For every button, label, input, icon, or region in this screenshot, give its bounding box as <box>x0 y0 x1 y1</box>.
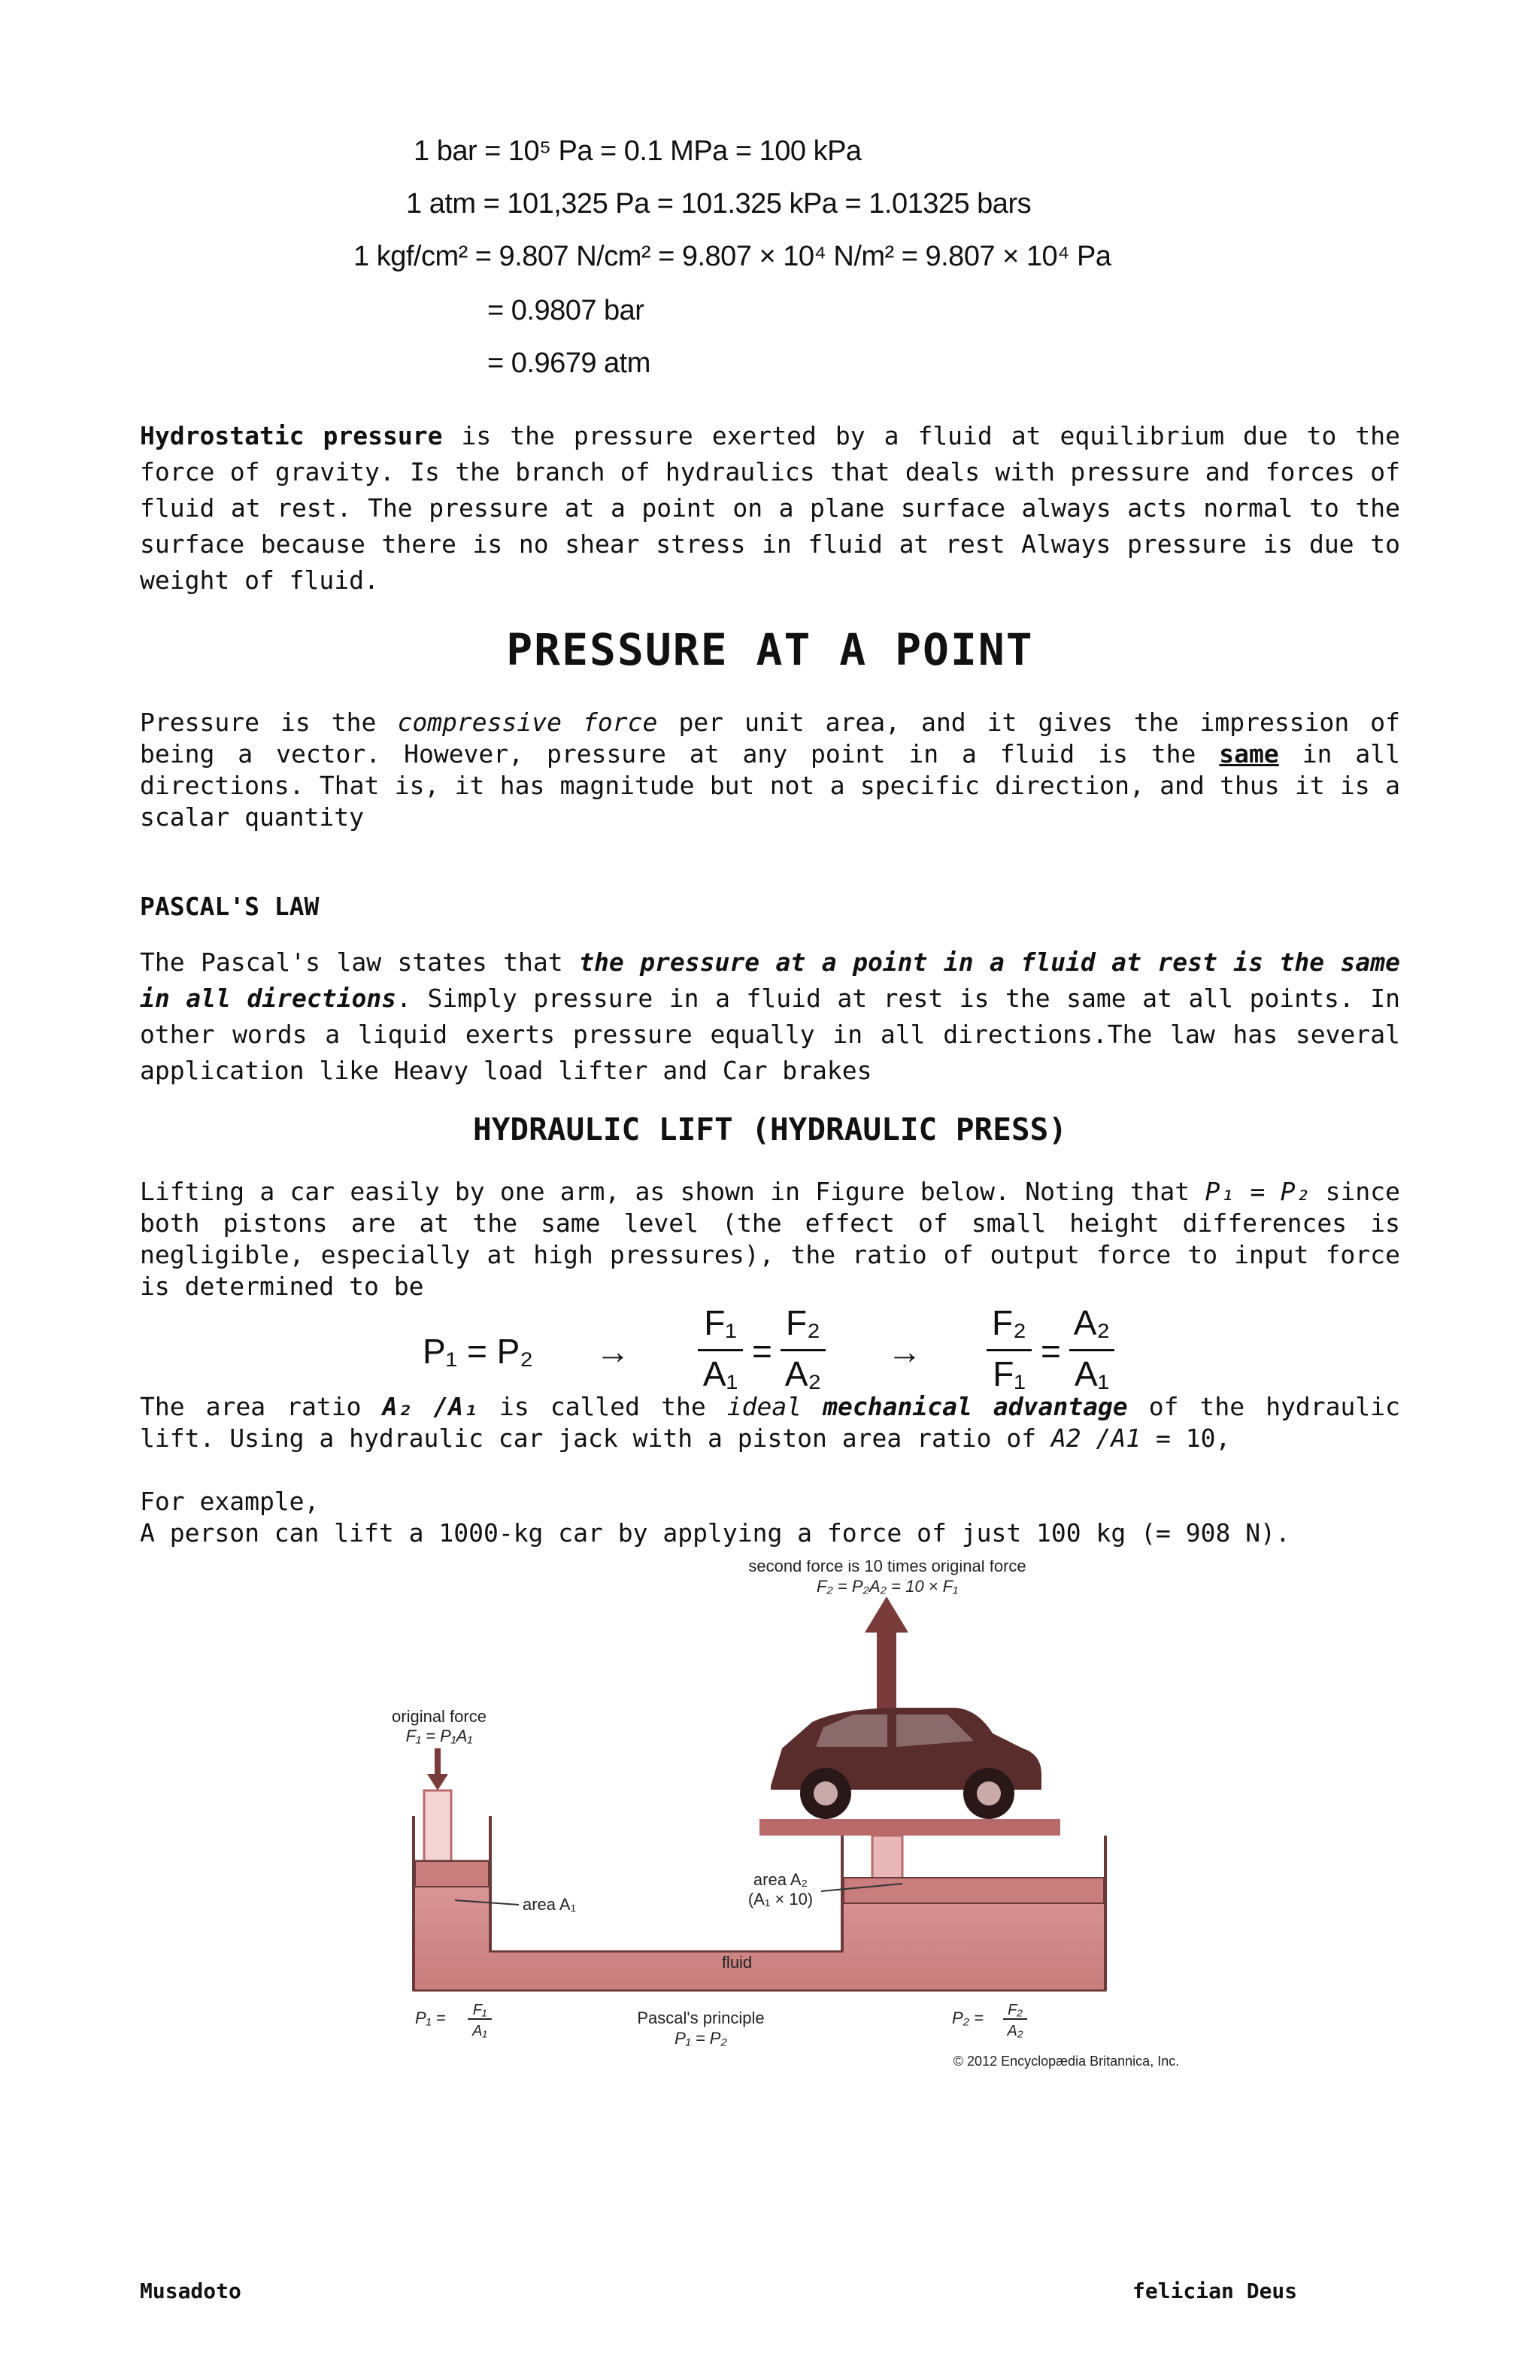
lift-paragraph <box>140 1176 1400 1302</box>
large-piston-rod <box>872 1836 902 1879</box>
p2-numerator: F₂ <box>1008 2002 1023 2018</box>
adv-area-ratio: A₂ /A₁ <box>382 1392 478 1421</box>
conversion-bar: 1 bar = 10⁵ Pa = 0.1 MPa = 100 kPa <box>414 135 862 167</box>
lift-text-2: since both pistons are at the same level (the effect of small height differences is negligible, especially at high pressures), the ratio of output force to input force is determined to be <box>140 1177 1400 1301</box>
equation-row <box>406 1302 1158 1400</box>
example-text: A person can lift a 1000-kg car by applying a force of just 100 kg (= 908 N). <box>140 1518 1290 1548</box>
figure-credit: © 2012 Encyclopædia Britannica, Inc. <box>953 2054 1180 2069</box>
pp-text-3: in all directions. That is, it has magnitude but not a specific direction, and thus it is a scalar quantity <box>140 739 1400 832</box>
eq-fracbar-1 <box>698 1349 743 1351</box>
pascal-principle-label: Pascal's principle <box>637 2009 765 2027</box>
original-force-formula: F₁ = P₁A₁ <box>405 1727 473 1745</box>
pascal-text-1: The Pascal's law states that <box>140 947 580 977</box>
pascal-paragraph <box>140 944 1400 1089</box>
small-piston-rod <box>424 1790 451 1869</box>
area-a2-sub: (A₁ × 10) <box>747 1890 814 1909</box>
p2-label: P₂ = <box>952 2009 984 2027</box>
adv-text-1: The area ratio <box>140 1392 383 1421</box>
large-piston-head <box>844 1878 1104 1903</box>
fluid-label: fluid <box>721 1953 753 1972</box>
input-force-arrow <box>427 1748 448 1790</box>
eq-f2: F₂ <box>786 1303 820 1342</box>
conversion-bar-equiv: = 0.9807 bar <box>487 295 644 326</box>
p1-denominator: A₁ <box>472 2023 487 2039</box>
p1-label: P₁ = <box>415 2009 446 2027</box>
eq-fracbar-2 <box>781 1349 826 1351</box>
lift-text-1: Lifting a car easily by one arm, as shown in Figure below. Noting that <box>140 1177 1205 1206</box>
heading-pressure-at-a-point: PRESSURE AT A POINT <box>506 624 1034 675</box>
second-force-formula: F₂ = P₂A₂ = 10 × F₁ <box>816 1577 959 1596</box>
lift-p-equal: P₁ = P₂ <box>1205 1177 1311 1206</box>
example-block <box>140 1486 1400 1549</box>
pascal-principle-equation: P₁ = P₂ <box>675 2029 727 2048</box>
eq-f1: F₁ <box>704 1303 737 1342</box>
second-force-label: second force is 10 times original force <box>748 1560 1026 1575</box>
conversion-atm-equiv: = 0.9679 atm <box>487 347 650 379</box>
footer-author-left: Musadoto <box>140 2278 241 2303</box>
eq-fracbar-4 <box>1069 1349 1114 1351</box>
conversion-kgf: 1 kgf/cm² = 9.807 N/cm² = 9.807 × 10⁴ N/m² = 9.807 × 10⁴ Pa <box>353 241 1111 272</box>
p1-numerator: F₁ <box>472 2002 487 2018</box>
pp-text-2: per unit area, and it gives the impression of being a vector. However, pressure at any point in a fluid is the <box>140 708 1400 769</box>
hydrostatic-text: is the pressure exerted by a fluid at equilibrium due to the force of gravity. Is the branch of hydraulics that deals with pressure and forces of fluid at rest. The pressure at a point on a plane surface always acts normal to the surface because there is no shear stress in fluid at rest Always pressure is due to weight of fluid. <box>140 421 1401 595</box>
pascal-law-statement: the pressure at a point in a fluid at rest is the same in all directions <box>140 947 1401 1013</box>
eq-arrow-2: → <box>887 1332 922 1371</box>
p2-denominator: A₂ <box>1007 2023 1023 2039</box>
lift-platform <box>759 1819 1060 1836</box>
adv-ideal: ideal <box>726 1392 802 1421</box>
footer-author-right: felician Deus <box>1132 2278 1298 2303</box>
heading-pascals-law: PASCAL'S LAW <box>140 892 320 921</box>
eq-a1: A₁ <box>702 1354 738 1393</box>
eq-a1-b: A₁ <box>1074 1354 1110 1393</box>
heading-hydraulic-lift: HYDRAULIC LIFT (HYDRAULIC PRESS) <box>473 1111 1067 1148</box>
car-icon <box>771 1708 1041 1819</box>
adv-text-3: of the hydraulic lift. Using a hydraulic car jack with a piston area ratio of <box>140 1392 1401 1453</box>
adv-mechanical-advantage: mechanical advantage <box>823 1392 1128 1421</box>
example-label: For example, <box>140 1487 320 1516</box>
hydrostatic-term: Hydrostatic pressure <box>140 421 443 450</box>
eq-equals-1: = <box>752 1332 772 1371</box>
eq-a2: A₂ <box>784 1354 822 1393</box>
eq-a2-b: A₂ <box>1073 1303 1111 1342</box>
hydrostatic-paragraph <box>140 418 1400 599</box>
original-force-label: original force <box>392 1707 487 1726</box>
eq-equals-2: = <box>1041 1332 1061 1371</box>
adv-text-4: = 10, <box>1141 1423 1231 1453</box>
small-piston-head <box>415 1861 489 1887</box>
conversion-atm: 1 atm = 101,325 Pa = 101.325 kPa = 1.01325 bars <box>406 188 1032 220</box>
pascal-text-2: . Simply pressure in a fluid at rest is the same at all points. In other words a liquid exerts pressure equally in all directions.The law has several application like Heavy load lifter and Car brakes <box>140 984 1400 1085</box>
hydraulic-lift-figure <box>361 1560 1233 2087</box>
pp-text-1: Pressure is the <box>140 708 398 737</box>
advantage-paragraph <box>140 1391 1400 1454</box>
unit-conversions <box>353 135 1196 391</box>
adv-ratio-value: A2 /A1 <box>1050 1423 1141 1453</box>
pp-same: same <box>1219 739 1279 769</box>
area-a2-label: area A₂ <box>753 1870 808 1889</box>
eq-f1-b: F₁ <box>993 1354 1026 1393</box>
eq-arrow-1: → <box>596 1332 630 1371</box>
adv-text-2: is called the <box>477 1392 727 1421</box>
pressure-point-paragraph <box>140 707 1400 833</box>
area-a1-label: area A₁ <box>523 1895 577 1914</box>
pp-compressive-force: compressive force <box>397 708 658 737</box>
eq-fracbar-3 <box>987 1349 1032 1351</box>
eq-p1-equals-p2: P₁ = P₂ <box>423 1332 534 1371</box>
eq-f2-b: F₂ <box>992 1303 1026 1342</box>
